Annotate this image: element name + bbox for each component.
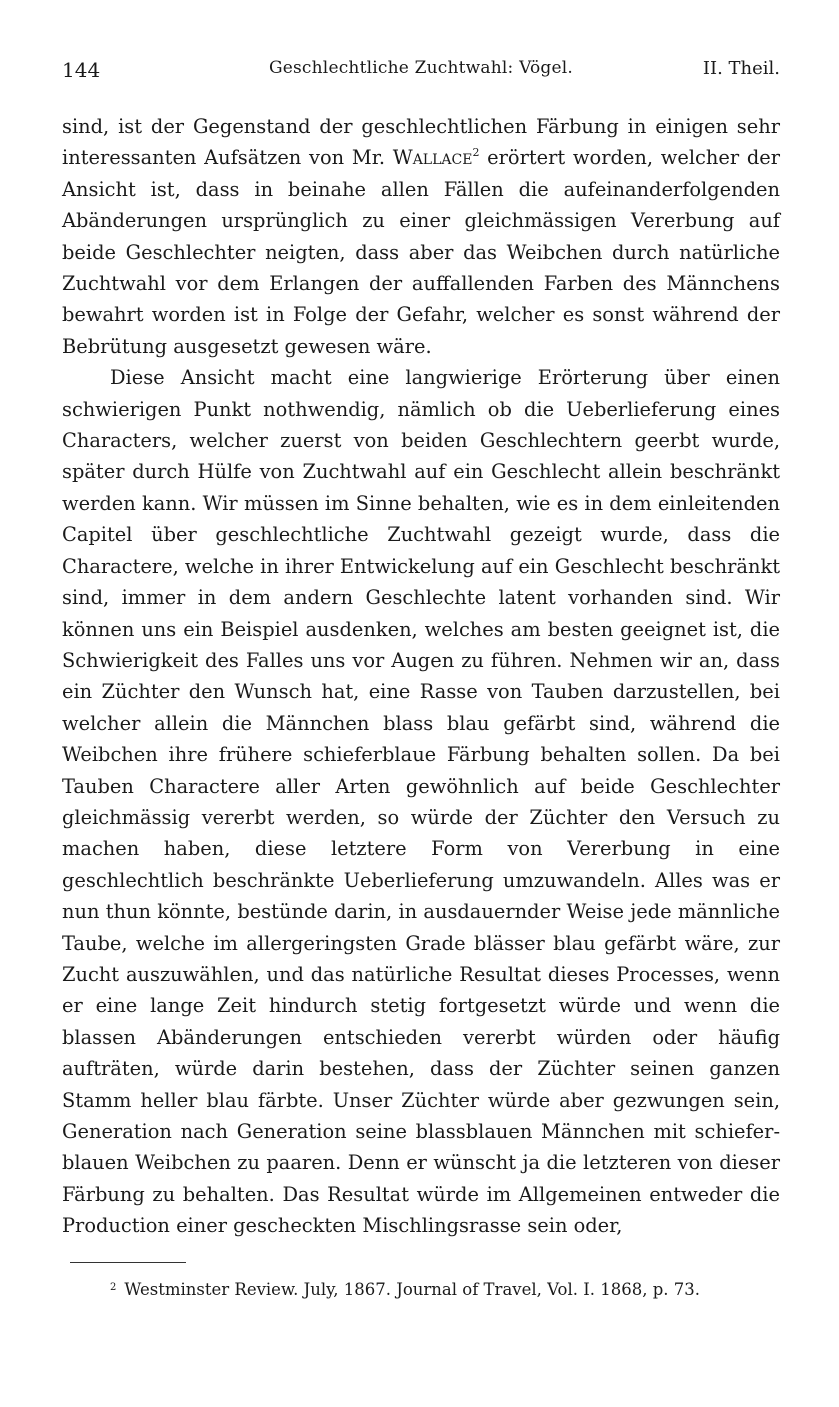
paragraph-2: Diese Ansicht macht eine langwierige Erörterung über einen schwierigen Punkt nothwendig, nämlich ob die Ueberlieferung eines Characters, welcher zuerst von beiden Geschlechtern geerbt wurde, später durch Hülfe von Zuchtwahl auf ein Geschlecht allein beschränkt werden kann. Wir müssen im Sinne behalten, wie es in dem einleitenden Capitel über geschlechtliche Zuchtwahl gezeigt wurde, dass die Charactere, welche in ihrer Entwickelung auf ein Geschlecht beschränkt sind, immer in dem andern Geschlechte latent vorhanden sind. Wir können uns ein Beispiel ausdenken, welches am besten geeignet ist, die Schwierigkeit des Falles uns vor Augen zu führen. Nehmen wir an, dass ein Züchter den Wunsch hat, eine Rasse von Tauben darzustellen, bei welcher allein die Männchen blass blau gefärbt sind, während die Weibchen ihre frühere schieferblaue Färbung behalten sollen. Da bei Tauben Charactere aller Arten gewöhnlich auf beide Geschlechter gleichmässig vererbt werden, so würde der Züchter den Versuch zu machen haben, diese letztere Form von Vererbung in eine geschlechtlich beschränkte Ueberlieferung umzuwandeln. Alles was er nun thun könnte, bestünde darin, in ausdauernder Weise jede männliche Taube, welche im allergeringsten Grade blässer blau gefärbt wäre, zur Zucht auszuwählen, und das natürliche Resultat dieses Processes, wenn er eine lange Zeit hindurch stetig fortgesetzt würde und wenn die blassen Abänderungen entschieden vererbt würden oder häufig aufträten, würde darin bestehen, dass der Züchter seinen ganzen Stamm heller blau färbte. Unser Züchter würde aber gezwungen sein, Generation nach Generation seine blassblauen Männchen mit schieferblauen Weibchen zu paaren. Denn er wünscht ja die letzteren von dieser Färbung zu behalten. Das Resultat würde im Allgemeinen entweder die Production einer gescheckten Mischlingsrasse sein oder, bbox=[62, 366, 780, 1238]
author-name: Wallace bbox=[392, 146, 473, 170]
page-number: 144 bbox=[62, 58, 101, 82]
footnote-text: Westminster Review. July, 1867. Journal of Travel, Vol. I. 1868, p. 73. bbox=[124, 1280, 701, 1299]
footnote bbox=[110, 1278, 810, 1302]
footnote-reference: 2 bbox=[472, 146, 480, 160]
running-title: Geschlechtliche Zuchtwahl: Vögel. bbox=[268, 58, 574, 78]
paragraph-1-text-end: erörtert worden, welcher der Ansicht ist, dass in beinahe allen Fällen die aufeinanderfolgenden Abänderungen ursprünglich zu einer gleichmässigen Vererbung auf beide Geschlechter neigten, dass aber das Weibchen durch natürliche Zuchtwahl vor dem Erlangen der auffallenden Farben des Männchens bewahrt worden ist in Folge der Gefahr, welcher es sonst während der Bebrütung ausgesetzt gewesen wäre. bbox=[62, 146, 780, 358]
part-label: II. Theil. bbox=[702, 58, 780, 79]
paragraph-1-text-start: sind, ist der Gegenstand der geschlechtlichen Färbung in einigen sehr interessanten Aufsätzen von Mr. bbox=[62, 115, 780, 170]
running-header bbox=[62, 58, 780, 88]
footnote-mark: 2 bbox=[110, 1282, 117, 1293]
paragraph-1 bbox=[62, 111, 780, 362]
body-text bbox=[62, 111, 780, 1242]
footnote-divider bbox=[70, 1262, 186, 1263]
